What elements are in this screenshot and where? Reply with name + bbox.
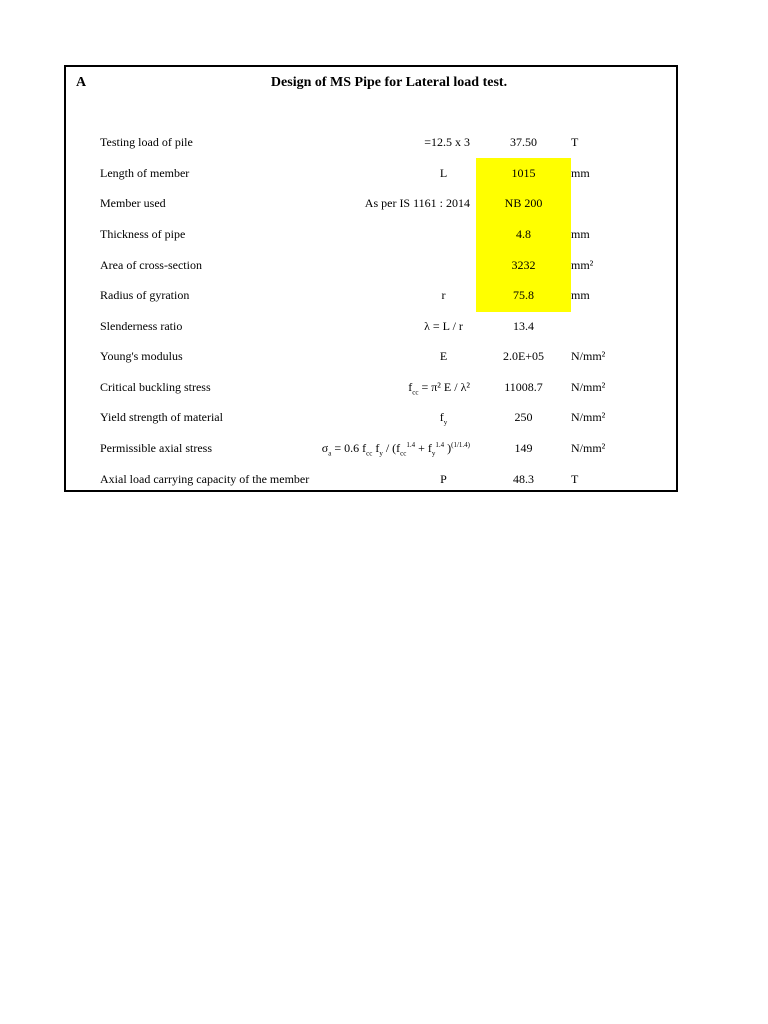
row-value: 2.0E+05 [502, 349, 545, 363]
row-label: Area of cross-section [100, 258, 202, 272]
design-sheet [64, 65, 678, 492]
row-label: Permissible axial stress [100, 441, 212, 455]
formula-subscript: a [328, 449, 332, 458]
row-formula: E [439, 349, 448, 363]
row-value: 250 [514, 410, 533, 424]
row-label: Axial load carrying capacity of the member [100, 472, 310, 486]
row-value: 149 [514, 441, 533, 455]
row-label: Young's modulus [100, 349, 183, 363]
row-formula [408, 377, 470, 397]
formula-subscript: cc [400, 449, 407, 458]
row-value: 11008.7 [504, 380, 543, 394]
row-formula: r [441, 288, 446, 302]
formula-text: + f [415, 441, 432, 455]
row-formula: As per IS 1161 : 2014 [364, 196, 470, 210]
formula-superscript: (1/1.4) [451, 441, 470, 449]
row-value: 1015 [511, 166, 536, 180]
row-yield-strength [66, 407, 676, 427]
row-member-used [66, 193, 676, 213]
row-label: Length of member [100, 166, 190, 180]
row-youngs-modulus [66, 346, 676, 366]
row-radius-of-gyration [66, 285, 676, 305]
row-value: NB 200 [504, 196, 543, 210]
formula-text: ) [444, 441, 452, 455]
formula-subscript: y [431, 449, 436, 458]
formula-subscript: y [443, 418, 448, 427]
row-formula: λ = L / r [424, 319, 463, 333]
row-unit: T [571, 472, 579, 486]
formula-subscript: cc [412, 388, 419, 397]
row-label: Critical buckling stress [100, 380, 211, 394]
formula-subscript: cc [366, 449, 373, 458]
formula-sigma: σ [321, 441, 329, 455]
row-value: 4.8 [516, 227, 531, 241]
row-value: 75.8 [513, 288, 534, 302]
row-value: 48.3 [513, 472, 534, 486]
row-unit: N/mm² [571, 441, 606, 455]
row-label: Thickness of pipe [100, 227, 186, 241]
row-unit: mm [571, 227, 590, 241]
row-label: Slenderness ratio [100, 319, 183, 333]
row-formula [322, 438, 470, 458]
row-label: Testing load of pile [100, 135, 193, 149]
row-length-of-member [66, 163, 676, 183]
formula-text: / (f [382, 441, 401, 455]
row-axial-load-capacity [66, 469, 676, 489]
row-unit: mm [571, 288, 590, 302]
formula-text: f [372, 441, 380, 455]
formula-superscript: 1.4 [406, 441, 416, 449]
row-slenderness-ratio [66, 316, 676, 336]
sheet-title [66, 75, 676, 91]
row-label: Radius of gyration [100, 288, 190, 302]
row-unit: mm [571, 166, 590, 180]
row-value: 37.50 [510, 135, 537, 149]
row-unit: N/mm² [571, 410, 606, 424]
formula-text: = π² E / λ² [418, 380, 470, 394]
row-unit: mm² [571, 258, 594, 272]
row-formula: L [439, 166, 448, 180]
row-testing-load [66, 132, 676, 152]
formula-text: = 0.6 f [331, 441, 367, 455]
row-formula: P [440, 472, 447, 486]
row-label: Member used [100, 196, 166, 210]
formula-symbol: f [439, 410, 444, 424]
row-label: Yield strength of material [100, 410, 223, 424]
row-unit: N/mm² [571, 349, 606, 363]
row-area-of-cross-section [66, 255, 676, 275]
row-unit: T [571, 135, 579, 149]
formula-superscript: 1.4 [435, 441, 445, 449]
row-critical-buckling-stress [66, 377, 676, 397]
row-thickness-of-pipe [66, 224, 676, 244]
formula-symbol: f [408, 380, 413, 394]
row-value: 3232 [511, 258, 536, 272]
section-letter: A [76, 75, 87, 90]
row-permissible-axial-stress [66, 438, 676, 458]
sheet-title-text: Design of MS Pipe for Lateral load test. [270, 75, 508, 90]
row-formula: =12.5 x 3 [424, 135, 470, 149]
row-value: 13.4 [513, 319, 534, 333]
formula-subscript: y [379, 449, 383, 458]
row-unit: N/mm² [571, 380, 606, 394]
